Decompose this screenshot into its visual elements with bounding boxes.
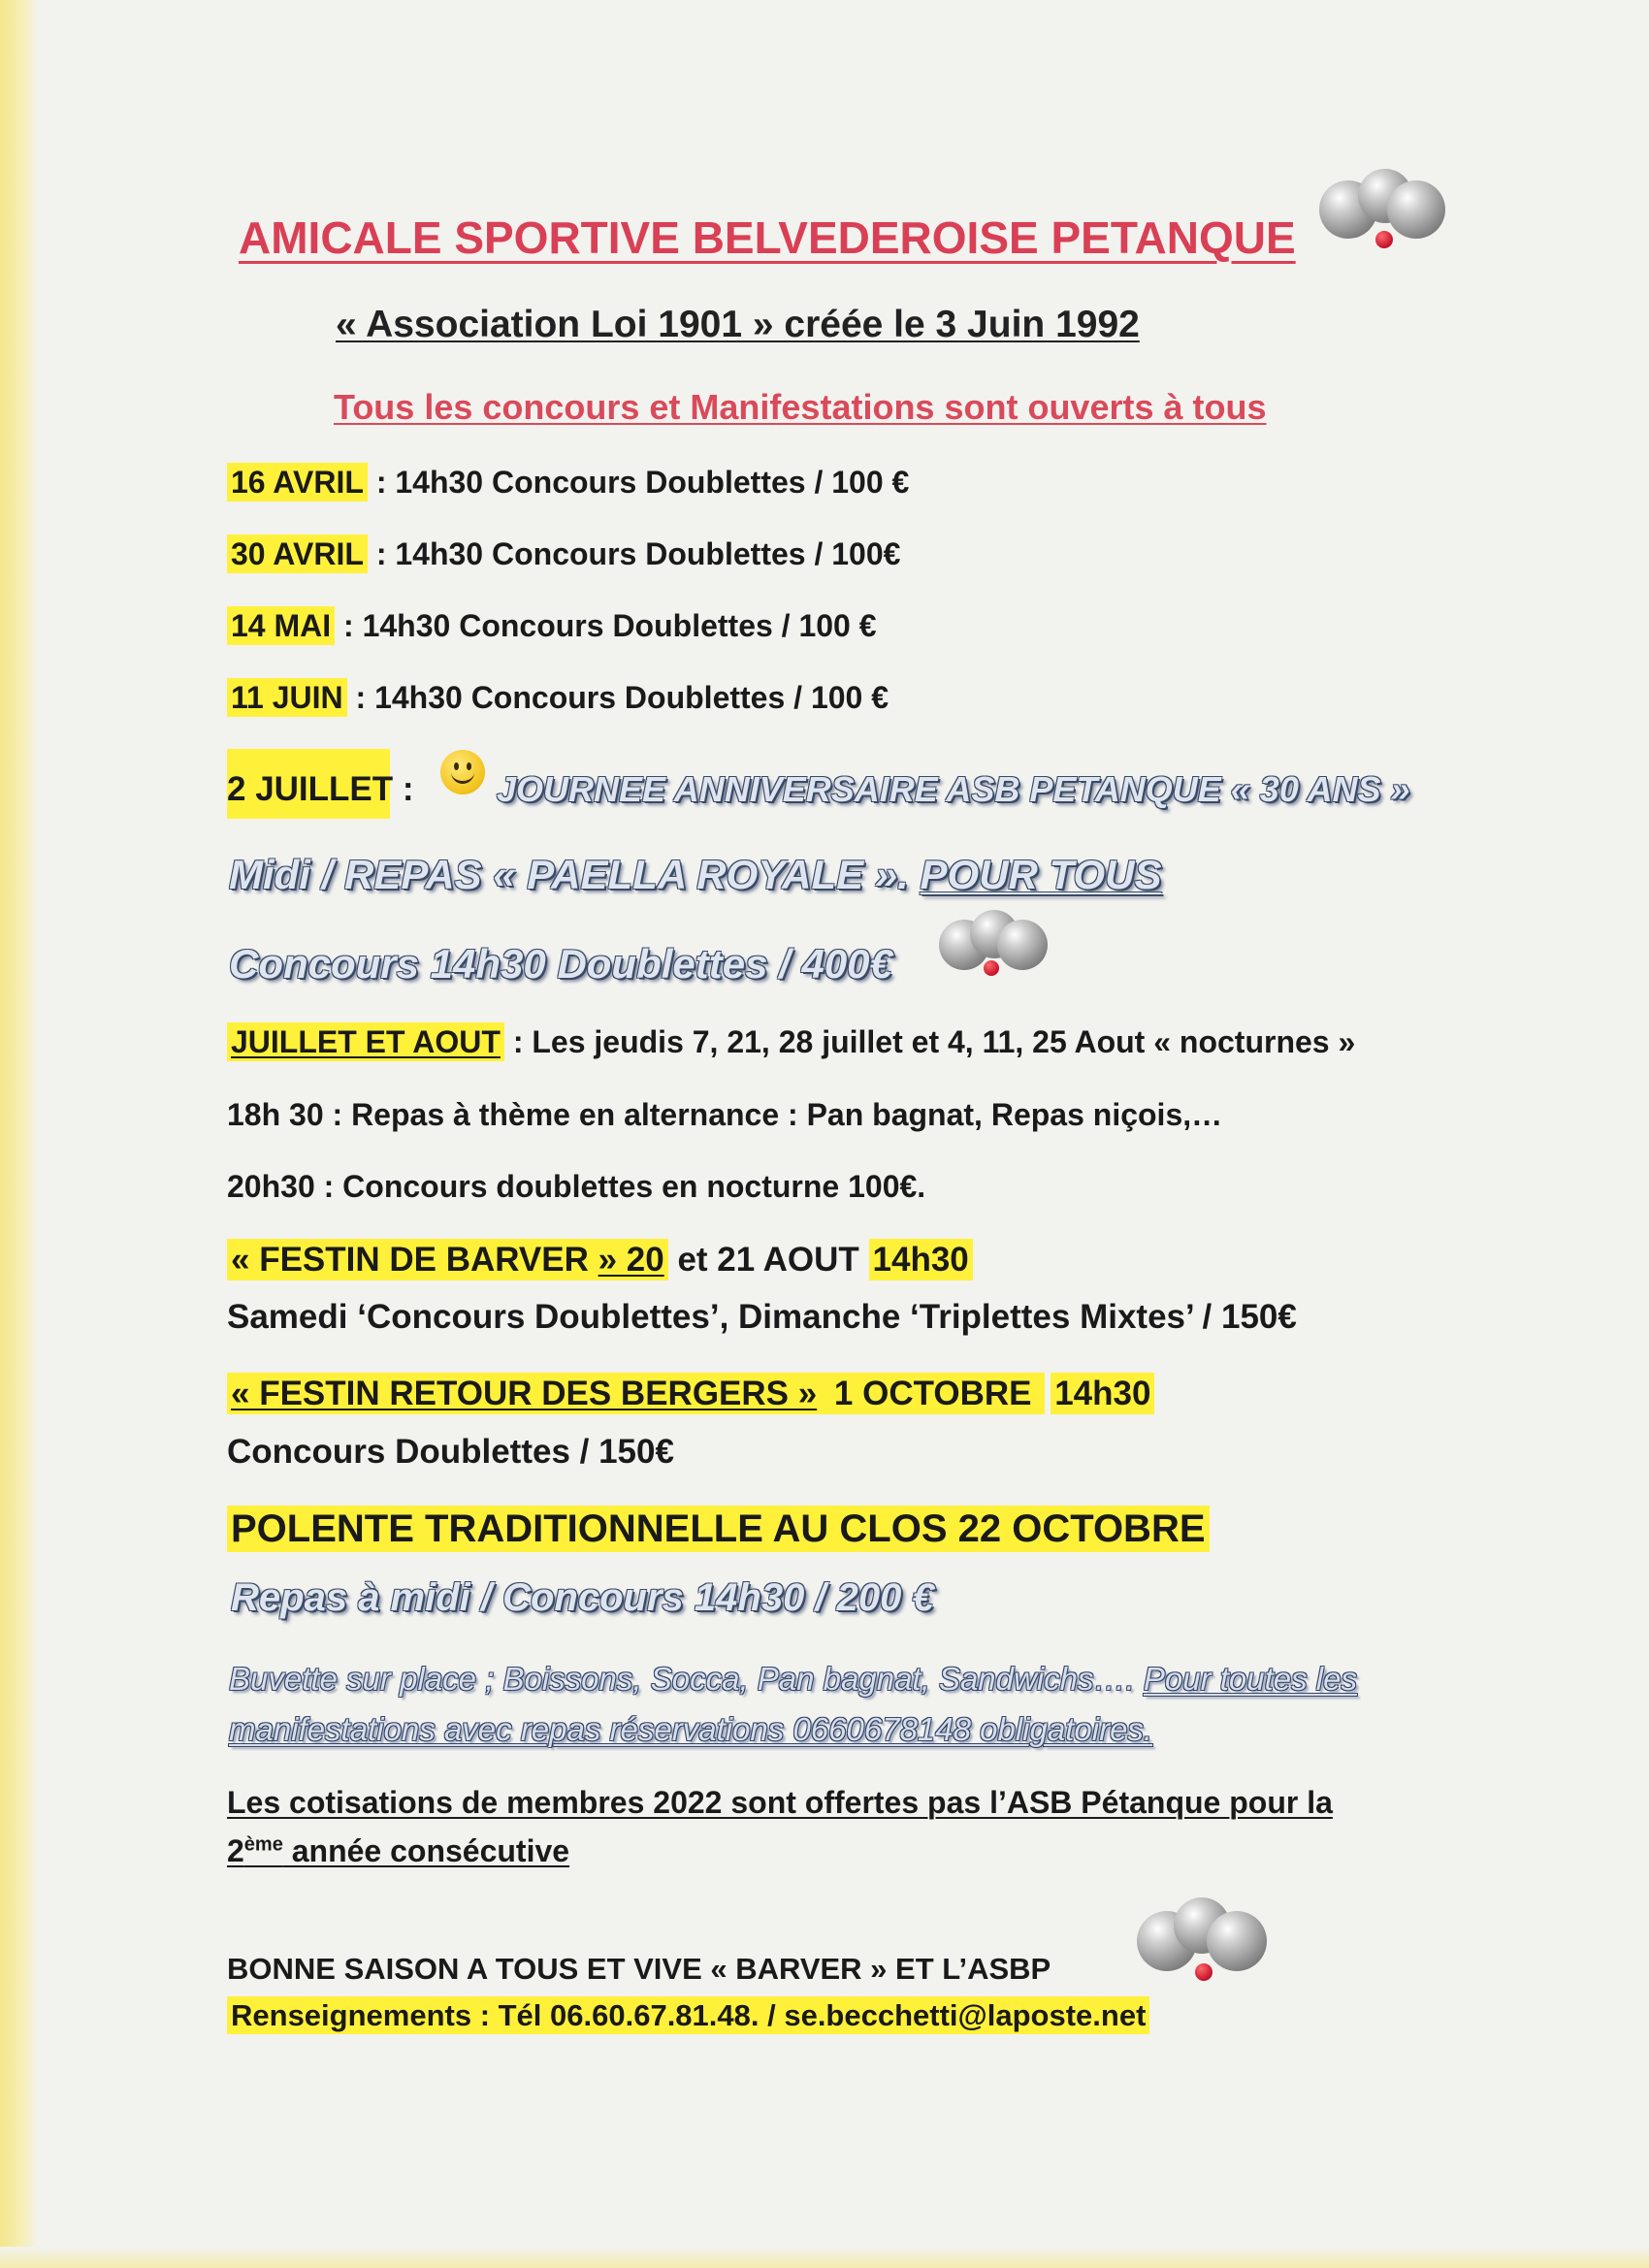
polente-details: Repas à midi / Concours 14h30 / 200 € <box>231 1576 934 1619</box>
festin-bergers-details: Concours Doublettes / 150€ <box>227 1433 674 1471</box>
event-text: : 14h30 Concours Doublettes / 100 € <box>346 680 889 715</box>
summer-label: JUILLET ET AOUT <box>227 1022 504 1061</box>
event-line <box>227 536 900 572</box>
open-to-all-note: Tous les concours et Manifestations sont ouverts à tous <box>334 387 1267 427</box>
festin-barver-details: Samedi ‘Concours Doublettes’, Dimanche ‘Triplettes Mixtes’ / 150€ <box>227 1298 1297 1336</box>
summer-line: JUILLET ET AOUT : Les jeudis 7, 21, 28 juillet et 4, 11, 25 Aout « nocturnes » <box>227 1024 1355 1060</box>
buvette-line-2: manifestations avec repas réservations 0660678148 obligatoires. <box>229 1711 1153 1747</box>
event-text: : 14h30 Concours Doublettes / 100€ <box>367 536 901 571</box>
cotisations-line-1: Les cotisations de membres 2022 sont offertes pas l’ASB Pétanque pour la <box>227 1785 1333 1820</box>
footer-greeting: BONNE SAISON A TOUS ET VIVE « BARVER » ET L’ASBP <box>227 1952 1051 1986</box>
summer-contest: 20h30 : Concours doublettes en nocturne 100€. <box>227 1169 926 1204</box>
event-date: 14 MAI <box>227 606 335 645</box>
summer-meal: 18h 30 : Repas à thème en alternance : Pan bagnat, Repas niçois,… <box>227 1097 1223 1132</box>
event-date: 16 AVRIL <box>227 463 368 502</box>
association-subtitle: « Association Loi 1901 » créée le 3 Juin 1992 <box>336 304 1140 345</box>
event-line <box>227 465 909 501</box>
anniversary-title: JOURNEE ANNIVERSAIRE ASB PETANQUE « 30 ANS » <box>497 769 1410 809</box>
event-text: : 14h30 Concours Doublettes / 100 € <box>335 608 877 643</box>
event-line <box>227 680 889 716</box>
page-title: AMICALE SPORTIVE BELVEDEROISE PETANQUE <box>239 212 1296 263</box>
anniversary-date: 2 JUILLET : <box>227 770 414 808</box>
event-date: 30 AVRIL <box>227 535 368 573</box>
anniversary-meal: Midi / REPAS « PAELLA ROYALE ». POUR TOUS <box>229 852 1162 897</box>
cotisations-line-2: 2ème année consécutive <box>227 1833 570 1868</box>
festin-barver-title: « FESTIN DE BARVER » 20 et 21 AOUT 14h30 <box>227 1241 973 1280</box>
polente-title: POLENTE TRADITIONNELLE AU CLOS 22 OCTOBRE <box>227 1507 1210 1551</box>
petanque-balls-icon <box>939 910 1061 978</box>
event-line <box>227 608 877 644</box>
buvette-line-1: Buvette sur place ; Boissons, Socca, Pan bagnat, Sandwichs…. Pour toutes les <box>229 1661 1357 1697</box>
petanque-balls-icon <box>1137 1897 1267 1983</box>
anniversary-contest: Concours 14h30 Doublettes / 400€ <box>229 941 892 987</box>
festin-bergers-title: « FESTIN RETOUR DES BERGERS » 1 OCTOBRE 14h30 <box>227 1375 1154 1413</box>
petanque-balls-icon <box>1319 163 1447 252</box>
smiley-icon <box>440 750 485 794</box>
footer-contact: Renseignements : Tél 06.60.67.81.48. / se.becchetti@laposte.net <box>227 1998 1149 2033</box>
event-text: : 14h30 Concours Doublettes / 100 € <box>367 465 910 500</box>
event-date: 11 JUIN <box>227 678 347 717</box>
